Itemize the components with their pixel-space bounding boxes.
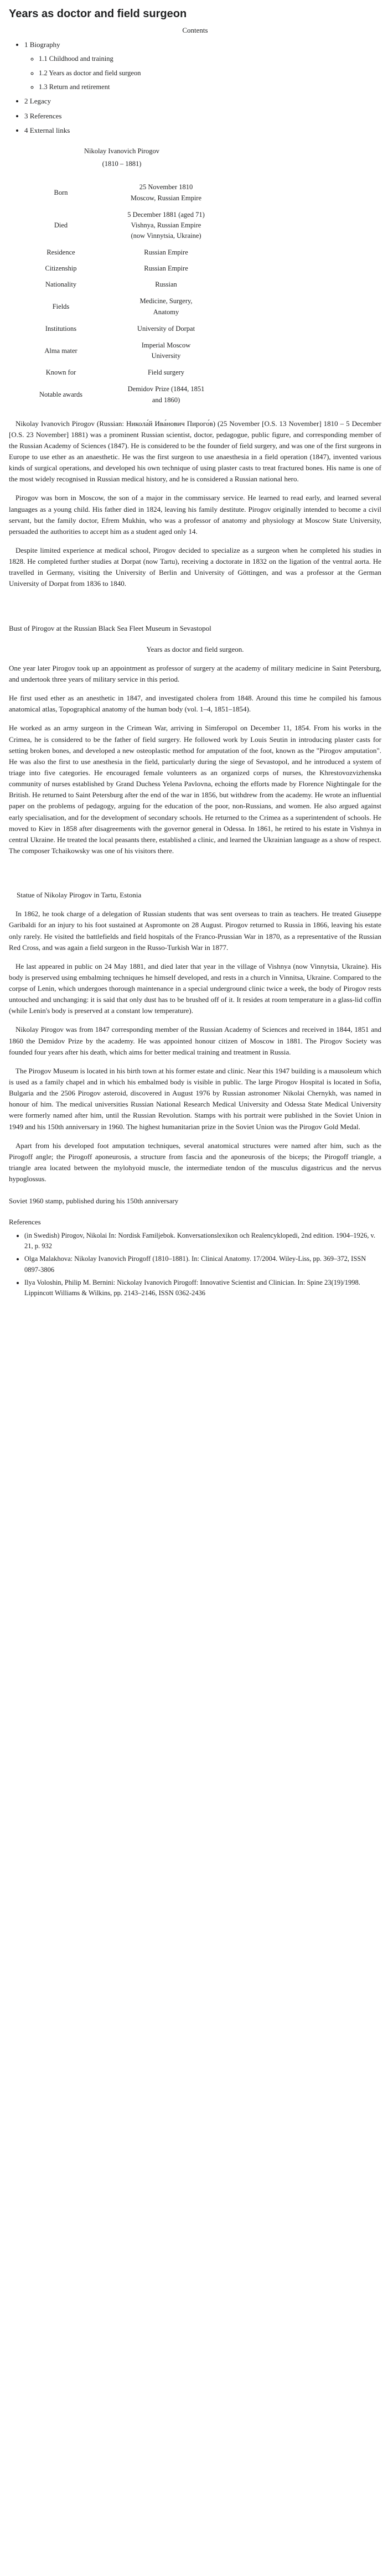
toc-link-legacy[interactable]: 2 Legacy xyxy=(24,97,51,106)
toc-heading: Contents xyxy=(182,26,208,34)
infobox-row xyxy=(17,340,227,362)
toc-list xyxy=(9,39,381,136)
toc-item[interactable] xyxy=(24,39,381,92)
toc-item[interactable] xyxy=(24,96,381,107)
page-title: Years as doctor and field surgeon xyxy=(9,8,187,20)
infobox-rows xyxy=(17,182,227,406)
infobox-value: University of Dorpat xyxy=(137,324,195,333)
toc-link-references[interactable]: 3 References xyxy=(24,111,62,120)
toc-link-return[interactable]: 1.3 Return and retirement xyxy=(39,83,110,91)
infobox xyxy=(17,146,227,406)
later-paragraph: In 1862, he took charge of a delegation of Russian students that was sent overseas to train as teachers. He treated Giuseppe Garibaldi for an injury to his foot sustained at Aspromonte on 28 August. Pirogov returned to Russia in 1866, leaving his estate only rarely. He visited the battlefields and field hospitals of the Franco-Prussian War in 1870, as a representative of the Russian Red Cross, and was again a field surgeon in the Russo-Turkish War in 1877. xyxy=(9,910,381,952)
infobox-row xyxy=(17,367,227,378)
toc-item[interactable] xyxy=(24,111,381,122)
toc-item[interactable] xyxy=(24,125,381,136)
infobox-name: Nikolay Ivanovich Pirogov xyxy=(84,147,160,155)
infobox-value: 5 December 1881 (aged 71) Vishnya, Russian Empire (now Vinnytsia, Ukraine) xyxy=(127,210,205,240)
infobox-value: Medicine, Surgery, Anatomy xyxy=(139,297,193,316)
later-paragraph: Apart from his developed foot amputation techniques, several anatomical structures were named after him, such as the Pirogoff angle; the Pirogoff aponeurosis, a structure from fascia and the aponeurosis of the biceps; the Pirogoff triangle, a triangle area located between the mylohyoid muscle, the intermediate tendon of the musculus digastricus and the nervus hypoglossus. xyxy=(9,1141,381,1183)
toc-sublist xyxy=(24,54,381,92)
infobox-label: Born xyxy=(54,188,68,196)
infobox-row xyxy=(17,247,227,258)
image-caption-statue: Statue of Nikolay Pirogov in Tartu, Estonia xyxy=(17,891,142,900)
infobox-value: Field surgery xyxy=(147,368,185,377)
infobox-row xyxy=(17,182,227,204)
table-of-contents xyxy=(9,25,381,136)
toc-link-biography[interactable]: 1 Biography xyxy=(24,40,60,49)
reference-item[interactable]: • Olga Malakhova: Nikolay Ivanovich Pirogoff (1810–1881). In: Clinical Anatomy. 17/2004. Wiley-Liss, pp. 369–372, ISSN 0897-3806 xyxy=(24,1254,381,1275)
infobox-row xyxy=(17,384,227,406)
infobox-label: Known for xyxy=(45,368,76,377)
section-heading: Years as doctor and field surgeon. xyxy=(146,645,244,653)
reference-item[interactable]: • Ilya Voloshin, Philip M. Bernini: Nickolay Ivanovich Pirogoff: Innovative Scientist and Clinician. In: Spine 23(19)/1998. Lippincott Williams & Wilkins, pp. 2143–2146, ISSN 0362-2436 xyxy=(24,1277,381,1299)
intro-paragraph: Nikolay Ivanovich Pirogov (Russian: Никола́й Ива́нович Пирого́в) (25 November [O.S. 13 November] 1810 – 5 December [O.S. 23 November] 1881) was a prominent Russian scientist, doctor, pedagogue, public figure, and corresponding member of the Russian Academy of Sciences (1847). He is considered to be the founder of field surgery, and was one of the first surgeons in Europe to use ether as an anaesthetic. He was the first surgeon to use anaesthesia in a field operation (1847), invented various kinds of surgical operations, and developed his own technique of using plaster casts to treat fractured bones. His name is one of the most widely recognised in Russian medical history, and he is considered a Russian national hero. xyxy=(9,419,381,484)
infobox-row xyxy=(17,210,227,242)
infobox-value: Russian xyxy=(155,281,177,289)
toc-link-years-as-doctor[interactable]: 1.2 Years as doctor and field surgeon xyxy=(39,69,141,77)
toc-subitem[interactable] xyxy=(39,82,381,92)
infobox-value: Imperial Moscow University xyxy=(141,341,191,360)
infobox-value: Russian Empire xyxy=(144,248,188,256)
later-paragraph: Nikolay Pirogov was from 1847 corresponding member of the Russian Academy of Sciences and received in 1844, 1851 and 1860 the Demidov Prize by the academy. He was appointed honour citizen of Moscow in 1881. The Pirogov Society was founded four years after his death, which aims for better medical training and treatment in Russia. xyxy=(9,1025,381,1056)
intro-paragraph: Pirogov was born in Moscow, the son of a major in the commissary service. He learned to read early, and learned several languages as a young child. His father died in 1824, leaving his family destitute. Pirogov originally intended to become a civil servant, but the family doctor, Efrem Mukhin, who was a professor of anatomy and physiology at Moscow State University, persuaded the authorities to accept him as a student aged only 14. xyxy=(9,494,381,536)
section-paragraph: He worked as an army surgeon in the Crimean War, arriving in Simferopol on December 11, 1854. From his works in the Crimea, he is considered to be the father of field surgery. He followed work by Louis Seutin in introducing plaster casts for setting broken bones, and developed a new osteoplastic method for amputation of the foot, known as the "Pirogov amputation". He was also the first to use anesthesia in the field, particularly during the siege of Sevastopol, and he introduced a system of triage into five categories. He encouraged female volunteers as an organized corps of nurses, the Khrestovozvizhenska community of nurses established by Grand Duchess Yelena Pavlovna, echoing the efforts made by Florence Nightingale for the British. He returned to Saint Petersburg after the end of the war in 1856, but withdrew from the academy. He wrote an influential paper on the problems of pedagogy, arguing for the education of the poor, non-Russians, and women. He also argued against early specialisation, and for the development of secondary schools. He returned to the Crimea as a superintendent of schools. He moved to Kiev in 1858 after disagreements with the governor general in Odessa. In 1861, he retired to his estate in Vishnya in central Ukraine. He treated the local peasants there, established a clinic, and learned the Ukrainian language as a show of respect. The composer Tchaikowsky was one of his visitors there. xyxy=(9,724,381,855)
infobox-label: Nationality xyxy=(45,281,77,289)
later-paragraph: The Pirogov Museum is located in his birth town at his former estate and clinic. Near this 1947 building is a mausoleum which is used as a family chapel and in which his embalmed body is visible in public. The large Pirogov Hospital is located in Sofia, Bulgaria and the 2506 Pirogov asteroid, discovered in August 1976 by Russian astronomer Nikolai Chernykh, was named in honour of him. The medical universities Russian National Research Medical University and Odessa State Medical University were formerly named after him, until the Russian Revolution. Stamps with his portrait were published in the Soviet Union in 1949 and his 150th anniversary in 1960. The highest humanitarian prize in the Soviet Union was the Pirogov Gold Medal. xyxy=(9,1066,381,1131)
infobox-label: Citizenship xyxy=(45,264,77,273)
infobox-label: Died xyxy=(54,221,68,229)
infobox-row xyxy=(17,296,227,318)
section-paragraph: One year later Pirogov took up an appointment as professor of surgery at the academy of military medicine in Saint Petersburg, and undertook three years of military service in this period. xyxy=(9,663,381,683)
toc-subitem[interactable] xyxy=(39,54,381,64)
toc-subitem[interactable] xyxy=(39,68,381,79)
toc-link-childhood[interactable]: 1.1 Childhood and training xyxy=(39,55,113,63)
reference-item[interactable]: • (in Swedish) Pirogov, Nikolai In: Nordisk Familjebok. Konversationslexikon och Realencyklopedi, 2nd edition. 1904–1926, v. 21, p. 932 xyxy=(24,1230,381,1252)
infobox-value: Demidov Prize (1844, 1851 and 1860) xyxy=(127,385,205,404)
infobox-row xyxy=(17,263,227,274)
infobox-dates: (1810 – 1881) xyxy=(102,160,142,168)
intro-paragraph: Despite limited experience at medical school, Pirogov decided to specialize as a surgeon when he completed his studies in 1828. He completed further studies at Dorpat (now Tartu), receiving a doctorate in 1832 on the ligation of the ventral aorta. He travelled in Germany, visiting the University of Berlin and University of Göttingen, and was a professor at the German University of Dorpat from 1836 to 1840. xyxy=(9,546,381,588)
infobox-row xyxy=(17,324,227,334)
infobox-row xyxy=(17,279,227,290)
infobox-value: Russian Empire xyxy=(144,264,188,273)
references-list xyxy=(9,1230,381,1299)
infobox-label: Alma mater xyxy=(44,346,77,355)
infobox-label: Notable awards xyxy=(39,390,83,398)
infobox-value: 25 November 1810 Moscow, Russian Empire xyxy=(131,183,201,202)
later-paragraph: He last appeared in public on 24 May 1881, and died later that year in the village of Vishnya (now Vinnytsia, Ukraine). His body is preserved using embalming techniques he himself developed, and rests in a church in Vinnitsa, Ukraine. Compared to the corpse of Lenin, which undergoes thorough maintenance in a special underground clinic twice a week, the body of Pirogov rests untouched and unchanging: it is said that only dust has to be brushed off of it. It resides at room temperature in a glass-lid coffin (while Lenin's body is preserved at a constant low temperature). xyxy=(9,962,381,1015)
image-caption-stamp: Soviet 1960 stamp, published during his 150th anniversary xyxy=(9,1197,179,1206)
infobox-label: Residence xyxy=(46,248,75,256)
image-caption-bust: Bust of Pirogov at the Russian Black Sea Fleet Museum in Sevastopol xyxy=(9,624,211,632)
infobox-label: Fields xyxy=(52,303,70,311)
section-paragraph: He first used ether as an anesthetic in 1847, and investigated cholera from 1848. Around this time he compiled his famous anatomical atlas, Topographical anatomy of the human body (vol. 1–4, 1851–1854). xyxy=(9,694,381,714)
infobox-label: Institutions xyxy=(45,324,77,333)
toc-link-external-links[interactable]: 4 External links xyxy=(24,126,70,134)
references-heading: References xyxy=(9,1218,41,1227)
